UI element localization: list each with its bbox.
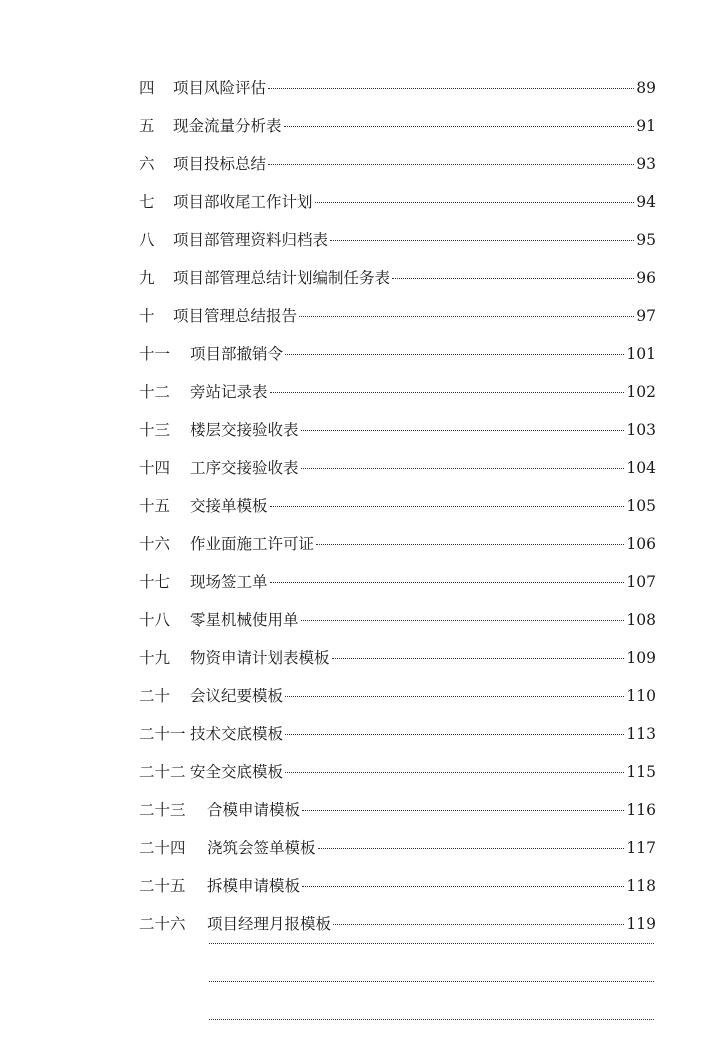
toc-dot-leader	[209, 1019, 654, 1020]
toc-entry-title: 项目部管理总结计划编制任务表	[173, 269, 391, 287]
toc-entry-page: 109	[626, 649, 656, 667]
toc-entry[interactable]	[139, 301, 656, 339]
toc-entry-number: 十一	[139, 345, 171, 363]
toc-entry-number: 六	[139, 155, 155, 173]
toc-entry-number: 八	[139, 231, 155, 249]
toc-dot-leader	[316, 544, 624, 545]
toc-entry-title: 拆模申请模板	[207, 877, 301, 895]
toc-entry-page: 118	[626, 877, 656, 895]
toc-entry[interactable]	[139, 757, 656, 795]
toc-entry-title: 物资申请计划表模板	[190, 649, 330, 667]
toc-entry[interactable]	[139, 149, 656, 187]
toc-entry-page: 116	[626, 801, 656, 819]
toc-dot-leader	[268, 164, 634, 165]
toc-dot-leader	[302, 886, 624, 887]
toc-entry-title: 现金流量分析表	[173, 117, 282, 135]
toc-entry-title: 安全交底模板	[190, 763, 284, 781]
toc-dot-leader	[330, 240, 634, 241]
toc-entry-page: 103	[626, 421, 656, 439]
toc-entry-number: 二十	[139, 687, 171, 705]
toc-entry-title: 现场签工单	[190, 573, 268, 591]
toc-entry-title: 旁站记录表	[190, 383, 268, 401]
toc-entry[interactable]	[139, 795, 656, 833]
toc-entry-page: 115	[626, 763, 656, 781]
toc-entry[interactable]	[139, 605, 656, 643]
toc-dot-leader	[285, 772, 624, 773]
toc-entry[interactable]	[139, 871, 656, 909]
toc-entry-page: 96	[636, 269, 656, 287]
toc-entry-page: 101	[626, 345, 656, 363]
toc-entry-title: 技术交底模板	[190, 725, 284, 743]
toc-entry-number: 十五	[139, 497, 171, 515]
toc-entry[interactable]	[139, 187, 656, 225]
toc-entry-number: 十二	[139, 383, 171, 401]
toc-entry-number: 九	[139, 269, 155, 287]
toc-dot-leader	[270, 582, 625, 583]
toc-entry[interactable]	[139, 833, 656, 871]
toc-entry-page: 113	[626, 725, 656, 743]
toc-dot-leader	[301, 430, 625, 431]
toc-entry-title: 合模申请模板	[207, 801, 301, 819]
toc-entry[interactable]	[139, 985, 656, 1023]
toc-entry-number: 二十五	[139, 877, 186, 895]
toc-entry-number: 二十六	[139, 915, 186, 933]
toc-entry-number: 十六	[139, 535, 171, 553]
toc-dot-leader	[209, 981, 654, 982]
toc-entry-page: 117	[626, 839, 656, 857]
toc-entry-title: 项目投标总结	[173, 155, 267, 173]
toc-entry-page: 108	[626, 611, 656, 629]
toc-entry-page: 93	[636, 155, 656, 173]
toc-entry-page: 110	[626, 687, 656, 705]
toc-entry-number: 十四	[139, 459, 171, 477]
toc-entry[interactable]	[139, 491, 656, 529]
toc-entry[interactable]	[139, 263, 656, 301]
toc-dot-leader	[301, 468, 625, 469]
toc-entry[interactable]	[139, 73, 656, 111]
toc-entry-title: 楼层交接验收表	[190, 421, 299, 439]
toc-dot-leader	[270, 506, 625, 507]
toc-entry[interactable]	[139, 947, 656, 985]
toc-entry-number: 二十二	[139, 763, 186, 781]
toc-entry-title: 项目部收尾工作计划	[173, 193, 313, 211]
toc-entry-number: 二十四	[139, 839, 186, 857]
toc-dot-leader	[284, 126, 635, 127]
toc-entry-number: 十	[139, 307, 155, 325]
toc-entry-number: 二十一	[139, 725, 186, 743]
toc-entry-title: 项目管理总结报告	[173, 307, 298, 325]
toc-entry-number: 四	[139, 79, 155, 97]
toc-entry-number: 二十三	[139, 801, 186, 819]
toc-dot-leader	[285, 734, 624, 735]
toc-entry[interactable]	[139, 111, 656, 149]
toc-entry-page: 119	[626, 915, 656, 933]
toc-dot-leader	[315, 202, 635, 203]
toc-entry-number: 十八	[139, 611, 171, 629]
toc-entry-page: 91	[636, 117, 656, 135]
toc-dot-leader	[299, 316, 634, 317]
toc-entry[interactable]	[139, 643, 656, 681]
table-of-contents	[139, 73, 656, 1061]
toc-entry-page: 107	[626, 573, 656, 591]
toc-entry-number: 十七	[139, 573, 171, 591]
toc-entry-title: 作业面施工许可证	[190, 535, 315, 553]
toc-entry[interactable]	[139, 225, 656, 263]
toc-entry[interactable]	[139, 909, 656, 947]
toc-entry[interactable]	[139, 681, 656, 719]
toc-dot-leader	[301, 620, 625, 621]
toc-entry[interactable]	[139, 719, 656, 757]
toc-entry-page: 97	[636, 307, 656, 325]
toc-entry-page: 95	[636, 231, 656, 249]
toc-entry[interactable]	[139, 453, 656, 491]
toc-dot-leader	[332, 658, 625, 659]
toc-entry-title: 项目部管理资料归档表	[173, 231, 329, 249]
toc-entry-title: 会议纪要模板	[190, 687, 284, 705]
toc-entry[interactable]	[139, 1023, 656, 1061]
toc-entry[interactable]	[139, 415, 656, 453]
toc-entry-page: 106	[626, 535, 656, 553]
toc-entry[interactable]	[139, 567, 656, 605]
toc-entry-page: 89	[636, 79, 656, 97]
toc-entry-title: 项目部撤销令	[190, 345, 284, 363]
toc-dot-leader	[285, 696, 624, 697]
toc-dot-leader	[268, 88, 634, 89]
toc-entry-number: 十三	[139, 421, 171, 439]
toc-entry-title: 浇筑会签单模板	[207, 839, 316, 857]
toc-entry-page: 94	[636, 193, 656, 211]
toc-entry-page: 104	[626, 459, 656, 477]
toc-entry-number: 七	[139, 193, 155, 211]
toc-entry-page: 105	[626, 497, 656, 515]
toc-entry-title: 项目风险评估	[173, 79, 267, 97]
toc-dot-leader	[333, 924, 624, 925]
toc-entry-number: 十九	[139, 649, 171, 667]
toc-entry-title: 工序交接验收表	[190, 459, 299, 477]
toc-entry[interactable]	[139, 377, 656, 415]
toc-dot-leader	[285, 354, 624, 355]
toc-dot-leader	[392, 278, 634, 279]
toc-dot-leader	[318, 848, 625, 849]
toc-entry-title: 交接单模板	[190, 497, 268, 515]
toc-entry-title: 零星机械使用单	[190, 611, 299, 629]
toc-dot-leader	[270, 392, 625, 393]
toc-entry[interactable]	[139, 339, 656, 377]
toc-entry-title: 项目经理月报模板	[207, 915, 332, 933]
toc-dot-leader	[302, 810, 624, 811]
toc-entry[interactable]	[139, 529, 656, 567]
toc-entry-number: 五	[139, 117, 155, 135]
toc-entry-page: 102	[626, 383, 656, 401]
toc-dot-leader	[209, 943, 654, 944]
